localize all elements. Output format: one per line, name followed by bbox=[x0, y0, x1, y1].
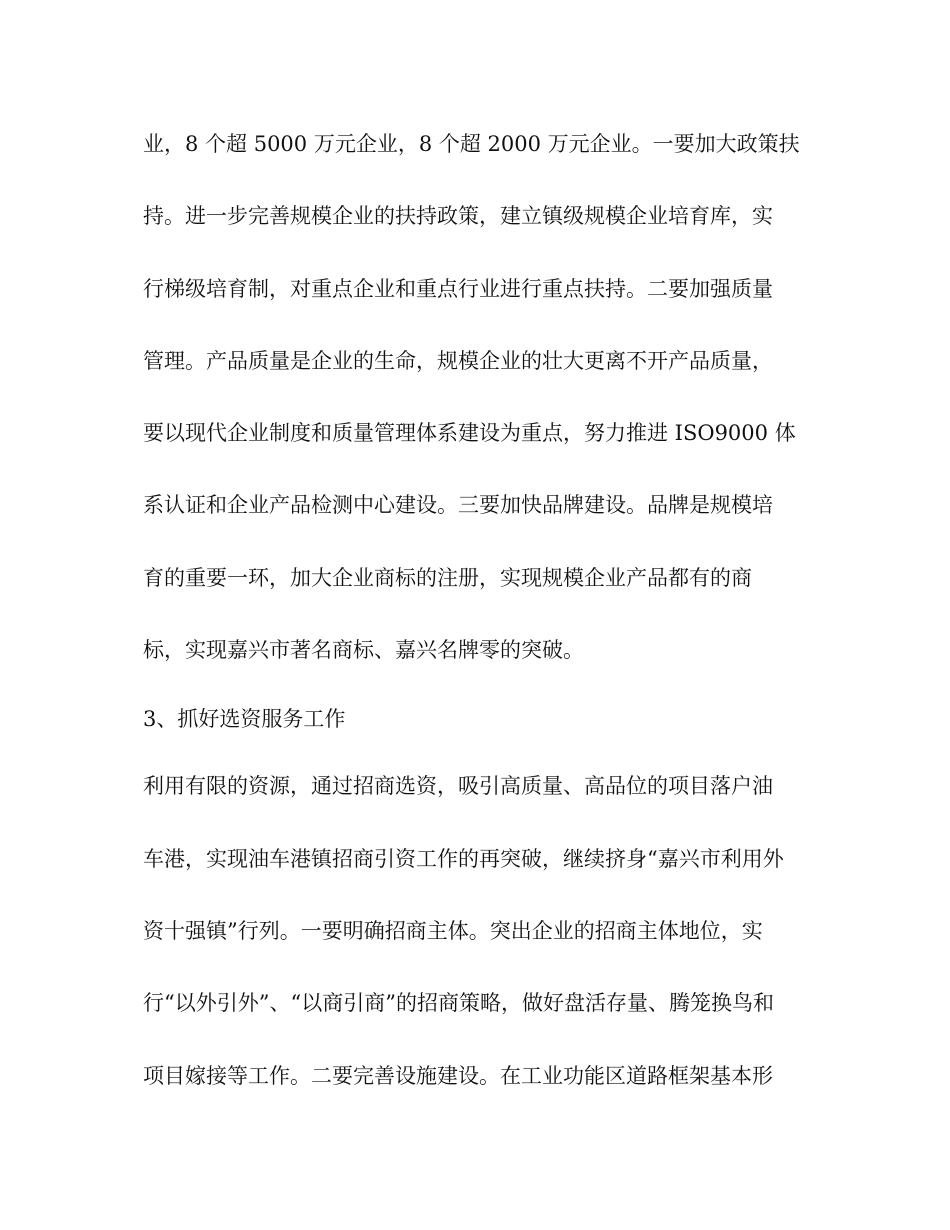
text-line: 车港，实现油车港镇招商引资工作的再突破，继续挤身“嘉兴市利用外 bbox=[143, 846, 784, 871]
text-line: 标，实现嘉兴市著名商标、嘉兴名牌零的突破。 bbox=[143, 638, 584, 663]
text-line: 资十强镇”行列。一要明确招商主体。突出企业的招商主体地位，实 bbox=[143, 918, 763, 943]
document-body bbox=[143, 115, 808, 1119]
text-line: 行梯级培育制，对重点企业和重点行业进行重点扶持。二要加强质量 bbox=[143, 276, 773, 301]
text-line: 要以现代企业制度和质量管理体系建设为重点，努力推进 ISO9000 体 bbox=[143, 421, 796, 446]
text-line: 育的重要一环，加大企业商标的注册，实现规模企业产品都有的商 bbox=[143, 565, 752, 590]
text-line: 项目嫁接等工作。二要完善设施建设。在工业功能区道路框架基本形 bbox=[143, 1063, 773, 1088]
text-line: 管理。产品质量是企业的生命，规模企业的壮大更离不开产品质量， bbox=[143, 348, 773, 373]
text-line: 持。进一步完善规模企业的扶持政策，建立镇级规模企业培育库，实 bbox=[143, 204, 773, 229]
text-line: 行“以外引外”、“以商引商”的招商策略，做好盘活存量、腾笼换鸟和 bbox=[143, 991, 774, 1016]
text-line: 系认证和企业产品检测中心建设。三要加快品牌建设。品牌是规模培 bbox=[143, 493, 773, 518]
text-line: 利用有限的资源，通过招商选资，吸引高质量、高品位的项目落户油 bbox=[143, 774, 773, 799]
text-line: 业，8 个超 5000 万元企业，8 个超 2000 万元企业。一要加大政策扶 bbox=[143, 132, 800, 156]
section-heading: 3、抓好选资服务工作 bbox=[143, 707, 346, 732]
